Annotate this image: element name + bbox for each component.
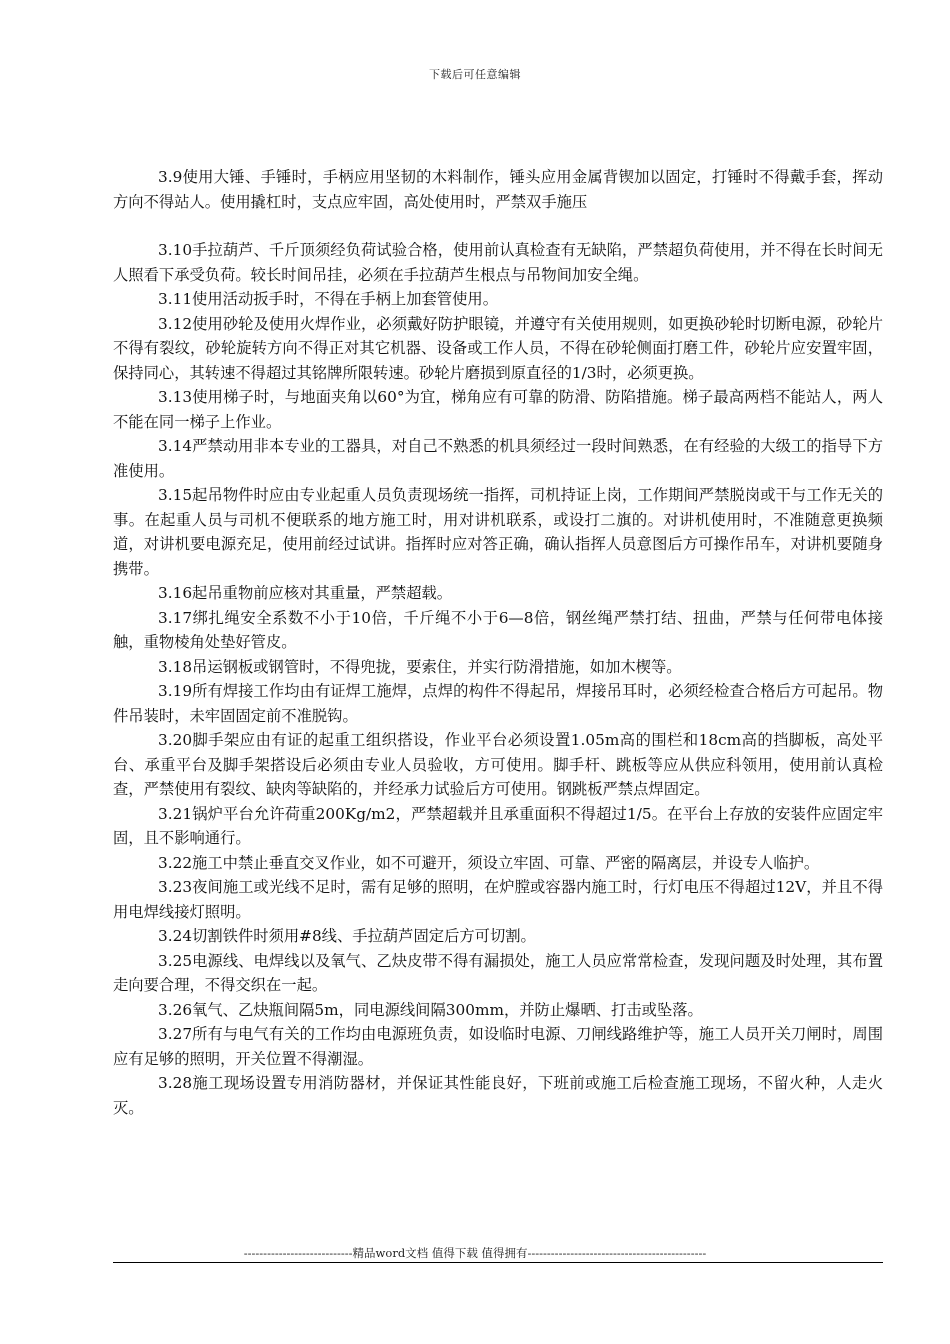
document-body — [113, 165, 883, 1120]
paragraph-3-24: 3.24切割铁件时须用#8线、手拉葫芦固定后方可切割。 — [158, 927, 536, 945]
paragraph-3-14: 3.14严禁动用非本专业的工器具，对自己不熟悉的机具须经过一段时间熟悉，在有经验的大级工的指导下方准使用。 — [113, 437, 883, 480]
paragraph-3-11: 3.11使用活动扳手时，不得在手柄上加套管使用。 — [158, 290, 498, 308]
footer-rule — [113, 1262, 883, 1263]
paragraph-3-19: 3.19所有焊接工作均由有证焊工施焊，点焊的构件不得起吊，焊接吊耳时，必须经检查合格后方可起吊。物件吊装时，未牢固固定前不准脱钩。 — [113, 682, 883, 725]
paragraph-3-13: 3.13使用梯子时，与地面夹角以60°为宜，梯角应有可靠的防滑、防陷措施。梯子最高两档不能站人，两人不能在同一梯子上作业。 — [113, 388, 883, 431]
paragraph-3-28: 3.28施工现场设置专用消防器材，并保证其性能良好，下班前或施工后检查施工现场，不留火种，人走火灭。 — [113, 1074, 883, 1117]
paragraph-3-18: 3.18吊运钢板或钢管时，不得兜拢，要索住，并实行防滑措施，如加木楔等。 — [158, 657, 682, 676]
paragraph-3-20: 3.20脚手架应由有证的起重工组织搭设，作业平台必须设置1.05m高的围栏和18cm高的挡脚板，高处平台、承重平台及脚手架搭设后必须由专业人员验收，方可使用。脚手杆、跳板等应从供应科领用，使用前认真检查，严禁使用有裂纹、缺肉等缺陷的，并经承力试验后方可使用。钢跳板严禁点焊固定。 — [113, 731, 883, 798]
paragraph-3-15: 3.15起吊物件时应由专业起重人员负责现场统一指挥，司机持证上岗，工作期间严禁脱岗或干与工作无关的事。在起重人员与司机不便联系的地方施工时，用对讲机联系，或设打二旗的。对讲机使用时，不准随意更换频道，对讲机要电源充足，使用前经过试讲。指挥时应对答正确，确认指挥人员意图后方可操作吊车，对讲机要随身携带。 — [113, 486, 883, 578]
page-header: 下载后可任意编辑 — [429, 68, 521, 81]
paragraph-3-17: 3.17绑扎绳安全系数不小于10倍，千斤绳不小于6—8倍，钢丝绳严禁打结、扭曲，严禁与任何带电体接触，重物棱角处垫好管皮。 — [113, 608, 883, 651]
paragraph-3-25: 3.25电源线、电焊线以及氧气、乙炔皮带不得有漏损处，施工人员应常常检查，发现问题及时处理，其布置走向要合理，不得交织在一起。 — [113, 951, 883, 994]
paragraph-3-26: 3.26氧气、乙炔瓶间隔5m，同电源线间隔300mm，并防止爆晒、打击或坠落。 — [158, 1000, 703, 1019]
paragraph-3-10: 3.10手拉葫芦、千斤顶须经负荷试验合格，使用前认真检查有无缺陷，严禁超负荷使用，并不得在长时间无人照看下承受负荷。较长时间吊挂，必须在手拉葫芦生根点与吊物间加安全绳。 — [113, 241, 883, 284]
paragraph-3-9: 3.9使用大锤、手锤时，手柄应用坚韧的木料制作，锤头应用金属背锲加以固定，打锤时不得戴手套，挥动方向不得站人。使用撬杠时，支点应牢固，高处使用时，严禁双手施压 — [113, 168, 883, 211]
paragraph-3-27: 3.27所有与电气有关的工作均由电源班负责，如设临时电源、刀闸线路维护等，施工人员开关刀闸时，周围应有足够的照明，开关位置不得潮湿。 — [113, 1025, 883, 1068]
paragraph-3-12: 3.12使用砂轮及使用火焊作业，必须戴好防护眼镜，并遵守有关使用规则，如更换砂轮时切断电源，砂轮片不得有裂纹，砂轮旋转方向不得正对其它机器、设备或工作人员，不得在砂轮侧面打磨工件，砂轮片应安置牢固，保持同心，其转速不得超过其铭牌所限转速。砂轮片磨损到原直径的1/3时，必须更换。 — [113, 314, 883, 382]
paragraph-3-16: 3.16起吊重物前应核对其重量，严禁超载。 — [158, 584, 453, 602]
paragraph-gap — [113, 214, 883, 238]
page-footer: ----------------------------精品word文档 值得下载 值得拥有---------------------------------------------- — [243, 1246, 707, 1260]
paragraph-3-23: 3.23夜间施工或光线不足时，需有足够的照明，在炉膛或容器内施工时，行灯电压不得超过12V，并且不得用电焊线接灯照明。 — [113, 878, 883, 921]
paragraph-3-21: 3.21锅炉平台允许荷重200Kg/m2，严禁超载并且承重面积不得超过1/5。在平台上存放的安装件应固定牢固，且不影响通行。 — [113, 804, 883, 847]
paragraph-3-22: 3.22施工中禁止垂直交叉作业，如不可避开，须设立牢固、可靠、严密的隔离层，并设专人临护。 — [158, 853, 820, 872]
